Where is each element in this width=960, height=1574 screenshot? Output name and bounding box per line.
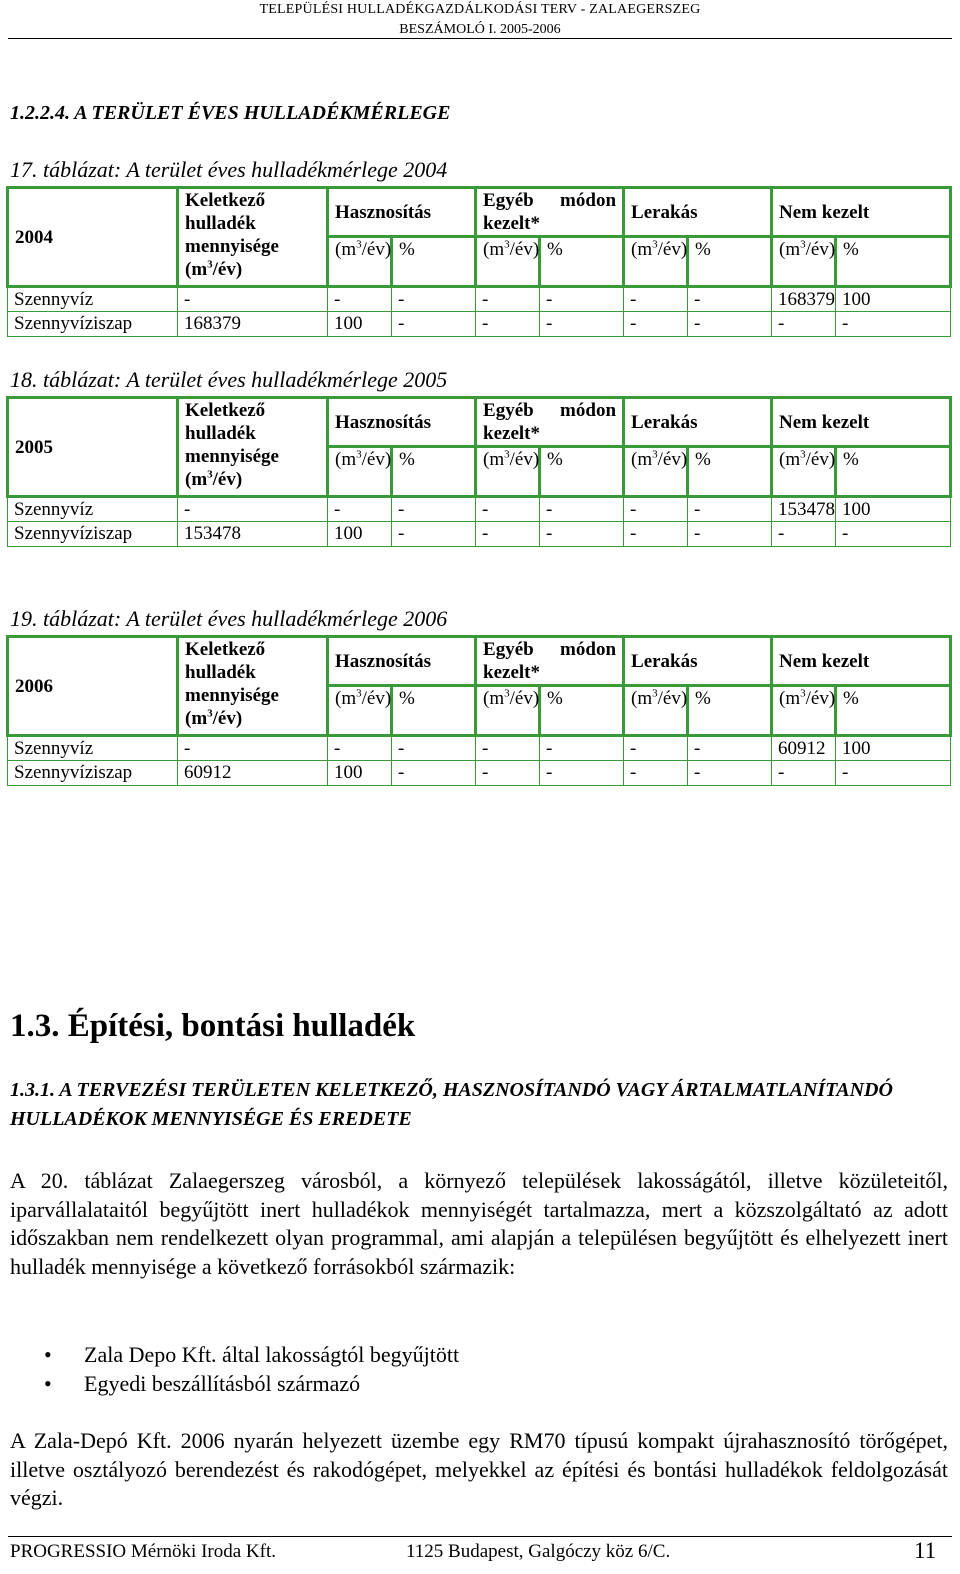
footer-rule — [8, 1536, 952, 1537]
list-item: • Egyedi beszállításból származó — [44, 1369, 459, 1398]
unit-label: $(m^3/év)$ — [335, 687, 392, 709]
unit-label: $(m^3/év)$ — [483, 448, 540, 470]
table-cell: - — [688, 761, 772, 786]
table-row — [8, 522, 951, 547]
table-cell: - — [392, 761, 476, 786]
table-cell: - — [476, 736, 540, 761]
percent-header — [836, 237, 951, 287]
untreated-header: Nem kezelt — [772, 398, 951, 447]
table-cell: - — [328, 287, 392, 312]
running-header — [0, 0, 960, 40]
table-cell: 100 — [328, 761, 392, 786]
unit-header — [476, 237, 540, 287]
table-row — [8, 497, 951, 522]
unit-header — [624, 686, 688, 736]
table-cell: - — [540, 736, 624, 761]
percent-header — [540, 686, 624, 736]
landfill-header: Lerakás — [624, 398, 772, 447]
table-cell: - — [688, 736, 772, 761]
table-cell: - — [836, 761, 951, 786]
table-cell: - — [624, 287, 688, 312]
percent-label: % — [695, 688, 711, 709]
header-rule — [8, 38, 952, 39]
unit-header — [624, 447, 688, 497]
table-cell: - — [624, 736, 688, 761]
unit-label: $(m^3/év)$ — [631, 687, 688, 709]
table-cell: - — [178, 736, 328, 761]
footer-address: 1125 Budapest, Galgóczy köz 6/C. — [406, 1541, 671, 1562]
unit-label: $(m^3/év)$ — [779, 238, 836, 260]
percent-label: % — [547, 239, 563, 260]
percent-header — [688, 237, 772, 287]
footer-page-number: 11 — [914, 1538, 937, 1563]
table-cell: 100 — [836, 287, 951, 312]
table-cell: - — [836, 312, 951, 337]
table-cell: - — [688, 522, 772, 547]
unit-label: $(m^3/év)$ — [483, 687, 540, 709]
table-cell: 153478 — [772, 497, 836, 522]
percent-header — [688, 686, 772, 736]
percent-label: % — [843, 449, 859, 470]
other-treated-header: Egyéb módon kezelt* — [476, 637, 624, 686]
generated-quantity-header: Keletkező hulladék mennyisége $(m^3/év)$ — [178, 637, 328, 736]
other-treated-header: Egyéb módon kezelt* — [476, 188, 624, 237]
table-row — [8, 287, 951, 312]
percent-label: % — [547, 688, 563, 709]
table-caption-2004: 17. táblázat: A terület éves hulladékmérlege 2004 — [10, 157, 448, 182]
percent-header — [688, 447, 772, 497]
table-cell: 168379 — [772, 287, 836, 312]
untreated-header: Nem kezelt — [772, 188, 951, 237]
balance-table — [6, 396, 952, 547]
unit-label: $(m^3/év)$ — [483, 238, 540, 260]
table-cell: - — [772, 761, 836, 786]
section-title: TERÜLET ÉVES HULLADÉKMÉRLEGE — [91, 102, 451, 124]
table-cell: - — [540, 761, 624, 786]
table-cell: - — [540, 287, 624, 312]
landfill-header: Lerakás — [624, 637, 772, 686]
table-cell: 100 — [836, 736, 951, 761]
unit-label: $(m^3/év)$ — [335, 238, 392, 260]
table-cell: 168379 — [178, 312, 328, 337]
unit-header — [476, 686, 540, 736]
table-cell: 100 — [328, 312, 392, 337]
unit-header — [772, 237, 836, 287]
header-title: TELEPÜLÉSI HULLADÉKGAZDÁLKODÁSI TERV - ZALAEGERSZEG — [259, 2, 701, 17]
percent-header — [540, 237, 624, 287]
table-cell: - — [392, 522, 476, 547]
table-cell: - — [624, 761, 688, 786]
table-cell: - — [540, 312, 624, 337]
unit-label: $(m^3/év)$ — [335, 448, 392, 470]
table-row — [8, 312, 951, 337]
table-row — [8, 761, 951, 786]
paragraph-inert-waste: A 20. táblázat Zalaegerszeg városból, a környező települések lakosságától, illetve közületeitől, iparvállalataitól begyűjtött inert hulladékok mennyiségét tartalmazza, mert a közszolgáltató az adott időszakban nem rendelkezett olyan programmal, ami alapján a településen begyűjtött és elhelyezett inert hulladék mennyisége a következő forrásokból származik: — [10, 1168, 948, 1280]
table-cell: - — [178, 497, 328, 522]
row-label: Szennyvíziszap — [8, 522, 178, 547]
other-treated-header: Egyéb módon kezelt* — [476, 398, 624, 447]
table-cell: - — [772, 312, 836, 337]
table-cell: - — [540, 522, 624, 547]
generated-quantity-header: Keletkező hulladék mennyisége $(m^3/év)$ — [178, 188, 328, 287]
unit-header — [328, 447, 392, 497]
table-cell: - — [688, 312, 772, 337]
percent-header — [392, 686, 476, 736]
section-heading-131: 1.3.1. A TERVEZÉSI TERÜLETEN KELETKEZŐ, HASZNOSÍTANDÓ VAGY ÁRTALMATLANÍTANDÓ HULLADÉKOK MENNYISÉGE ÉS EREDETE — [10, 1079, 893, 1130]
generated-quantity-header: Keletkező hulladék mennyisége $(m^3/év)$ — [178, 398, 328, 497]
percent-label: % — [399, 688, 415, 709]
percent-label: % — [695, 449, 711, 470]
unit-header — [476, 447, 540, 497]
table-cell: - — [624, 312, 688, 337]
table-cell: - — [392, 736, 476, 761]
unit-header — [772, 447, 836, 497]
row-label: Szennyvíz — [8, 287, 178, 312]
unit-label: $(m^3/év)$ — [631, 448, 688, 470]
section-heading-1224 — [10, 102, 450, 125]
table-cell: - — [772, 522, 836, 547]
balance-table — [6, 635, 952, 786]
landfill-header: Lerakás — [624, 188, 772, 237]
percent-header — [540, 447, 624, 497]
unit-label: $(m^3/év)$ — [779, 448, 836, 470]
section-number: 1.2.2.4. A — [10, 102, 87, 124]
untreated-header: Nem kezelt — [772, 637, 951, 686]
row-label: Szennyvíziszap — [8, 312, 178, 337]
unit-header — [624, 237, 688, 287]
percent-header — [836, 447, 951, 497]
table-cell: - — [476, 522, 540, 547]
percent-label: % — [399, 449, 415, 470]
table-caption-2005: 18. táblázat: A terület éves hulladékmérlege 2005 — [10, 367, 448, 392]
percent-label: % — [843, 239, 859, 260]
table-cell: - — [476, 497, 540, 522]
table-cell: - — [178, 287, 328, 312]
row-label: Szennyvíz — [8, 736, 178, 761]
percent-label: % — [695, 239, 711, 260]
table-cell: - — [540, 497, 624, 522]
table-cell: - — [624, 522, 688, 547]
unit-label: $(m^3/év)$ — [631, 238, 688, 260]
year-cell: 2004 — [8, 188, 178, 287]
year-cell: 2006 — [8, 637, 178, 736]
balance-table — [6, 186, 952, 337]
utilization-header: Hasznosítás — [328, 188, 476, 237]
unit-header — [328, 237, 392, 287]
utilization-header: Hasznosítás — [328, 637, 476, 686]
table-cell: - — [836, 522, 951, 547]
table-cell: 60912 — [178, 761, 328, 786]
percent-header — [836, 686, 951, 736]
unit-label: $(m^3/év)$ — [779, 687, 836, 709]
table-cell: - — [328, 497, 392, 522]
table-cell: 100 — [328, 522, 392, 547]
utilization-header: Hasznosítás — [328, 398, 476, 447]
section-heading-13: 1.3. Építési, bontási hulladék — [10, 1008, 416, 1044]
unit-header — [328, 686, 392, 736]
table-cell: - — [392, 287, 476, 312]
percent-label: % — [399, 239, 415, 260]
table-cell: - — [476, 761, 540, 786]
table-cell: - — [624, 497, 688, 522]
table-cell: - — [392, 312, 476, 337]
bullet-list — [44, 1340, 459, 1398]
table-cell: - — [328, 736, 392, 761]
header-subtitle: BESZÁMOLÓ I. 2005-2006 — [399, 22, 561, 37]
table-row — [8, 736, 951, 761]
percent-header — [392, 237, 476, 287]
unit-header — [772, 686, 836, 736]
table-cell: - — [688, 497, 772, 522]
percent-label: % — [547, 449, 563, 470]
row-label: Szennyvíziszap — [8, 761, 178, 786]
row-label: Szennyvíz — [8, 497, 178, 522]
table-cell: 100 — [836, 497, 951, 522]
list-item: • Zala Depo Kft. által lakosságtól begyűjtött — [44, 1340, 459, 1369]
percent-label: % — [843, 688, 859, 709]
table-cell: 60912 — [772, 736, 836, 761]
table-caption-2006: 19. táblázat: A terület éves hulladékmérlege 2006 — [10, 606, 448, 631]
table-cell: - — [476, 312, 540, 337]
table-cell: - — [392, 497, 476, 522]
paragraph-zala-depo: A Zala-Depó Kft. 2006 nyarán helyezett üzembe egy RM70 típusú kompakt újrahasznosító törőgépet, illetve osztályozó berendezést és rakodógépet, melyekkel az építési és bontási hulladékok feldolgozását végzi. — [10, 1428, 948, 1511]
table-cell: - — [688, 287, 772, 312]
percent-header — [392, 447, 476, 497]
year-cell: 2005 — [8, 398, 178, 497]
footer-company: PROGRESSIO Mérnöki Iroda Kft. — [10, 1541, 276, 1562]
table-cell: - — [476, 287, 540, 312]
table-cell: 153478 — [178, 522, 328, 547]
